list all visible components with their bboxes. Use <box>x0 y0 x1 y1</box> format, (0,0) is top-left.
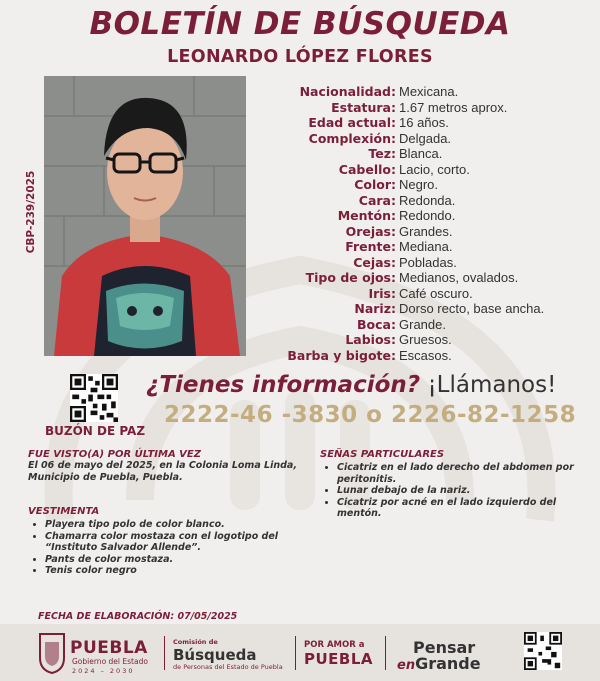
trait-label: Cabello: <box>338 161 396 177</box>
list-item: • Lunar debajo de la nariz. <box>337 485 590 497</box>
footer-puebla-2: PUEBLA <box>304 650 374 668</box>
footer-gobierno: Gobierno del Estado <box>72 657 148 666</box>
trait-row <box>250 131 595 147</box>
trait-label: Cara: <box>358 192 396 208</box>
footer-logos <box>0 624 600 681</box>
trait-row <box>250 146 595 162</box>
trait-row <box>250 348 595 364</box>
trait-label: Iris: <box>368 285 396 301</box>
trait-row <box>250 162 595 178</box>
physical-description <box>250 84 595 363</box>
footer-divider <box>164 636 165 670</box>
footer-comision: Comisión de <box>173 638 218 646</box>
trait-row <box>250 115 595 131</box>
trait-label: Tez: <box>368 146 396 161</box>
trait-label: Tipo de ojos: <box>305 270 396 285</box>
trait-value: Mediana. <box>399 239 453 254</box>
trait-label: Nacionalidad: <box>299 84 396 99</box>
trait-value: Blanca. <box>399 146 443 161</box>
mailbox-label: BUZÓN DE PAZ <box>44 424 146 438</box>
trait-label: Boca: <box>357 316 396 332</box>
footer-dependencia: de Personas del Estado de Puebla <box>173 663 283 671</box>
trait-row <box>250 301 595 317</box>
list-item: • Playera tipo polo de color blanco. <box>45 519 298 531</box>
trait-value: Dorso recto, base ancha. <box>399 301 545 316</box>
last-seen-heading: FUE VISTO(A) POR ÚLTIMA VEZ <box>28 449 201 460</box>
case-code: CBP-239/2025 <box>25 170 37 254</box>
trait-row <box>250 332 595 348</box>
trait-value: Grande. <box>399 316 446 332</box>
trait-label: Barba y bigote: <box>287 347 396 363</box>
trait-row <box>250 286 595 302</box>
contact-question: ¿Tienes información? ¡Llámanos! <box>146 372 557 398</box>
trait-label: Orejas: <box>345 223 396 239</box>
trait-row <box>250 84 595 100</box>
trait-row <box>250 270 595 286</box>
trait-value: 16 años. <box>399 115 449 130</box>
footer-puebla: PUEBLA <box>70 638 148 658</box>
elaboration-date: FECHA DE ELABORACIÓN: 07/05/2025 <box>38 611 238 622</box>
trait-row <box>250 224 595 240</box>
last-seen-text: El 06 de mayo del 2025, en la Colonia Loma Linda, Municipio de Puebla, Puebla. <box>28 460 297 483</box>
phone-numbers[interactable]: 2222-46 -3830 o 2226-82-1258 <box>164 402 577 428</box>
trait-row <box>250 193 595 209</box>
trait-value: Redonda. <box>399 192 456 208</box>
trait-value: Mexicana. <box>399 84 459 99</box>
trait-label: Edad actual: <box>308 115 396 130</box>
trait-label: Labios: <box>345 332 396 347</box>
trait-row <box>250 208 595 224</box>
marks-heading: SEÑAS PARTICULARES <box>320 449 445 460</box>
list-item: • Cicatriz en el lado derecho del abdomen por peritonitis. <box>337 462 590 485</box>
distinguishing-marks-section <box>320 449 590 520</box>
footer-por-amor: POR AMOR a <box>304 640 365 650</box>
trait-value: Lacio, corto. <box>399 161 470 177</box>
footer-en-grande: enGrande <box>397 654 481 673</box>
footer-divider <box>295 636 296 670</box>
trait-value: Pobladas. <box>399 254 457 270</box>
footer-pensar: Pensar <box>413 638 476 657</box>
footer-qr-code-icon[interactable] <box>524 632 562 670</box>
footer-busqueda: Búsqueda <box>173 646 257 664</box>
trait-value: 1.67 metros aprox. <box>399 99 508 115</box>
trait-label: Estatura: <box>331 99 396 115</box>
qr-code-icon[interactable] <box>70 374 118 422</box>
clothing-section <box>28 506 298 577</box>
clothing-list <box>28 519 298 577</box>
trait-value: Escasos. <box>399 347 452 363</box>
trait-label: Frente: <box>345 239 396 254</box>
trait-label: Mentón: <box>337 208 396 223</box>
trait-row <box>250 317 595 333</box>
person-photo <box>44 76 246 356</box>
trait-label: Nariz: <box>354 301 396 316</box>
trait-value: Delgada. <box>399 130 452 146</box>
trait-row <box>250 255 595 271</box>
trait-value: Gruesos. <box>399 332 452 347</box>
trait-label: Complexión: <box>308 130 396 146</box>
state-shield-icon <box>38 632 66 674</box>
list-item: • Pants de color mostaza. <box>45 554 298 566</box>
footer-divider <box>385 636 386 670</box>
trait-label: Cejas: <box>353 254 396 270</box>
marks-list <box>320 462 590 520</box>
list-item: • Cicatriz por acné en el lado izquierdo del mentón. <box>337 497 590 520</box>
clothing-heading: VESTIMENTA <box>28 506 100 517</box>
bulletin-title: BOLETÍN DE BÚSQUEDA <box>89 6 511 42</box>
trait-value: Redondo. <box>399 208 456 223</box>
list-item: • Tenis color negro <box>45 565 298 577</box>
trait-label: Color: <box>354 177 396 192</box>
trait-value: Negro. <box>399 177 439 192</box>
footer-years: 2024 – 2030 <box>72 667 135 675</box>
trait-row <box>250 100 595 116</box>
trait-row <box>250 177 595 193</box>
trait-row <box>250 239 595 255</box>
last-seen-section <box>28 449 308 484</box>
trait-value: Café oscuro. <box>399 285 473 301</box>
trait-value: Medianos, ovalados. <box>399 270 519 285</box>
trait-value: Grandes. <box>399 223 453 239</box>
list-item: • Chamarra color mostaza con el logotipo del “Instituto Salvador Allende”. <box>45 531 298 554</box>
person-name: LEONARDO LÓPEZ FLORES <box>167 47 433 67</box>
